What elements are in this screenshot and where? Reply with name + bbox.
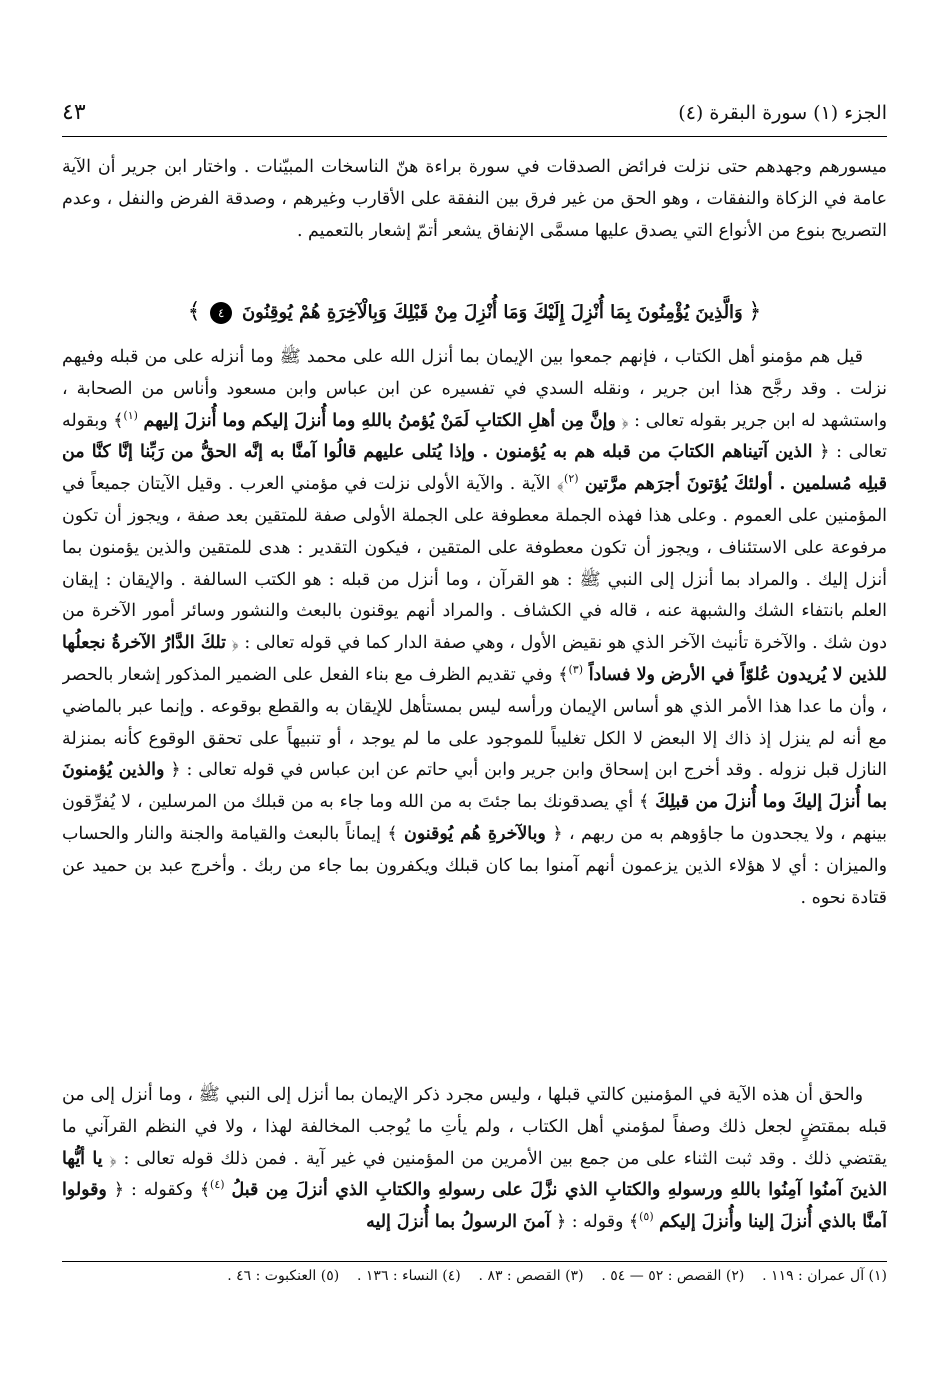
page-header (62, 98, 887, 136)
intro-paragraph (62, 152, 887, 282)
conclusion-text: ﴾ وكقوله : ﴿ (113, 1180, 211, 1201)
footnote-5: (٥) العنكبوت : ٤٦ . (227, 1268, 340, 1284)
footnote-ref-3: (٣) (568, 663, 583, 677)
commentary-text: ﴾ وفي تقديم الظرف مع بناء الفعل على الضمير المذكور إشعار بالحصر ، وأن ما عدا هذا الأمر الذي هو أساس الإيمان ورأسه ليس بمستأهل للإيقان به والقطع بوقوعه . وإنما عبر بالماضي مع أنه لم ينزل إذ ذاك إلا البعض لا الكل تغليباً للموجود على ما لم يوجد ، أو تنبيهاً على تحقق الوقوع كأنه بمنزلة النازل قبل نزوله . وقد أخرج ابن إسحاق وابن جرير وابن أبي حاتم عن ابن عباس في قوله تعالى : ﴿ (62, 664, 887, 781)
quote-qasas-52: الذين آتيناهم الكتابَ من قبله هم به يُؤمنون . وإذا يُتلى عليهم قالُوا آمنَّا به إنَّه الحقُّ من رَبِّنا إنَّا كنَّا من قبلِه مُسلمين . أولئكَ يُؤتونَ أجرَهم مرَّتين (62, 442, 887, 495)
footnote-2: (٢) القصص : ٥٢ — ٥٤ . (601, 1268, 745, 1284)
verse-open-bracket: ﴿ (748, 299, 762, 324)
verse-number-marker: ٤ (210, 302, 232, 324)
commentary-text: ﴾ إيماناً بالبعث والقيامة والجنة والنار والحساب والميزان : أي لا هؤلاء الذين يزعمون أنهم آمنوا بما كان قبلك ويكفرون بما جاء من ربك . وأخرج عبد بن حميد عن قتادة نحوه . (62, 823, 887, 908)
conclusion-text: والحق أن هذه الآية في المؤمنين كالتي قبلها ، وليس مجرد ذكر الإيمان بما أنزل إلى النبي ﷺ ، وما أنزل إلى من قبله بمقتضٍ لجعل ذلك وصفاً لمؤمني أهل الكتاب ، ولم يأتِ ما يُوجب المخالفة لهذا ، ولا في النظم القرآني ما يقتضي ذلك . وقد ثبت الثناء على من جمع بين الأمرين من المؤمنين في غير آية . فمن ذلك قوله تعالى : ﴿ (62, 1085, 887, 1169)
quote-baqara-285: آمنَ الرسولُ بما أُنزلَ إليه (366, 1212, 551, 1233)
header-divider (62, 136, 887, 137)
commentary-text: ﴾ الآية . والآية الأولى نزلت في مؤمني العرب . وقيل الآيتان جميعاً في المؤمنين على العموم . وعلى هذا فهذه الجملة معطوفة على الجملة الأولى صفة للمتقين بعد صفة ، ويجوز أن تكون مرفوعة على الاستئناف ، ويجوز أن تكون معطوفة على المتقين ، فيكون التقدير : هدى للمتقين والذين يؤمنون بما أنزل إليك . والمراد بما أنزل إلى النبي ﷺ : هو القرآن ، وما أنزل من قبله : هو الكتب السالفة . والإيقان : إيقان العلم بانتفاء الشك والشبهة عنه ، قاله في الكشاف . والمراد أنهم يوقنون بالبعث والنشور وسائر أمور الآخرة من دون شك . والآخرة تأنيث الآخر الذي هو نقيض الأول ، وهي صفة الدار كما في قوله تعالى : ﴿ (62, 474, 887, 654)
main-text (62, 152, 887, 1258)
commentary-text: ﴾ وبقوله تعالى : ﴿ (62, 410, 887, 463)
conclusion-text: ﴾ وقوله : ﴿ (555, 1212, 640, 1233)
footnote-divider (62, 1261, 887, 1262)
quote-ali-imran: وإنَّ مِن أهلِ الكتابِ لَمَنْ يُؤمنُ باللهِ وما أُنزلَ إليكم وما أُنزلَ إليهم (143, 410, 616, 431)
commentary-text: ﴾ أي يصدقونك بما جئتَ به من الله وما جاء به من قبلك من المرسلين ، لا يُفرِّقون بينهم ، ولا يجحدون ما جاؤوهم به من ربهم ، ﴿ (62, 792, 887, 844)
quote-akhira: وبالآخرةِ هُم يُوقنون (404, 823, 546, 844)
quote-nisa: يا أيُّها الذينَ آمنُوا آمِنُوا باللهِ ورسولهِ والكتابِ الذي نزَّلَ على رسولهِ والكتابِ الذي أنزلَ مِن قبلُ (62, 1148, 887, 1201)
footnote-ref-5: (٥) (639, 1210, 654, 1224)
footnote-1: (١) آل عمران : ١١٩ . (762, 1268, 887, 1284)
quote-ankabut: وقولوا آمنَّا بالذي أُنزلَ إلينا وأُنزلَ إليكم (62, 1180, 887, 1233)
commentary-text: قيل هم مؤمنو أهل الكتاب ، فإنهم جمعوا بين الإيمان بما أنزل الله على محمد ﷺ وما أنزله على من قبله وفيهم نزلت . وقد رجَّح هذا ابن جرير ، ونقله السدي في تفسيره عن ابن عباس وابن مسعود وأناس من الصحابة ، واستشهد له ابن جرير بقوله تعالى : ﴿ (62, 347, 887, 431)
footnotes (62, 1265, 887, 1287)
quran-verse (62, 282, 887, 342)
quote-verse-4: والذين يُؤمنونَ بما أُنزلَ إليكَ وما أُنزلَ من قبلِكَ (62, 760, 887, 813)
conclusion-paragraph (62, 1080, 887, 1258)
verse-text: وَالَّذِينَ يُؤْمِنُونَ بِمَا أُنْزِلَ إِلَيْكَ وَمَا أُنْزِلَ مِنْ قَبْلِكَ وَبِالْآخِرَةِ هُمْ يُوقِنُونَ (241, 302, 743, 323)
running-title: الجزء (١) سورة البقرة (٤) (678, 102, 887, 124)
page-number: ٤٣ (62, 100, 86, 125)
footnote-4: (٤) النساء : ١٣٦ . (357, 1268, 461, 1284)
footnote-ref-4: (٤) (210, 1178, 225, 1192)
commentary-paragraph (62, 342, 887, 1080)
verse-close-bracket: ﴾ (187, 299, 201, 324)
intro-text: ميسورهم وجهدهم حتى نزلت فرائض الصدقات في سورة براءة هنّ الناسخات المبيّنات . واختار ابن جرير أن الآية عامة في الزكاة والنفقات ، وهو الحق من غير فرق بين النفقة على الأقارب وغيرهم ، وصدقة الفرض والنفل ، وعدم التصريح بنوع من الأنواع التي يصدق عليها مسمَّى الإنفاق يشعر أتمّ إشعار بالتعميم . (62, 157, 887, 241)
quote-qasas-83: تلكَ الدَّارُ الآخرةُ نجعلُها للذين لا يُريدون عُلوّاً في الأرض ولا فساداً (62, 633, 887, 685)
footnote-3: (٣) القصص : ٨٣ . (478, 1268, 584, 1284)
footnote-ref-2: (٢) (564, 472, 579, 486)
footnote-ref-1: (١) (123, 408, 138, 422)
